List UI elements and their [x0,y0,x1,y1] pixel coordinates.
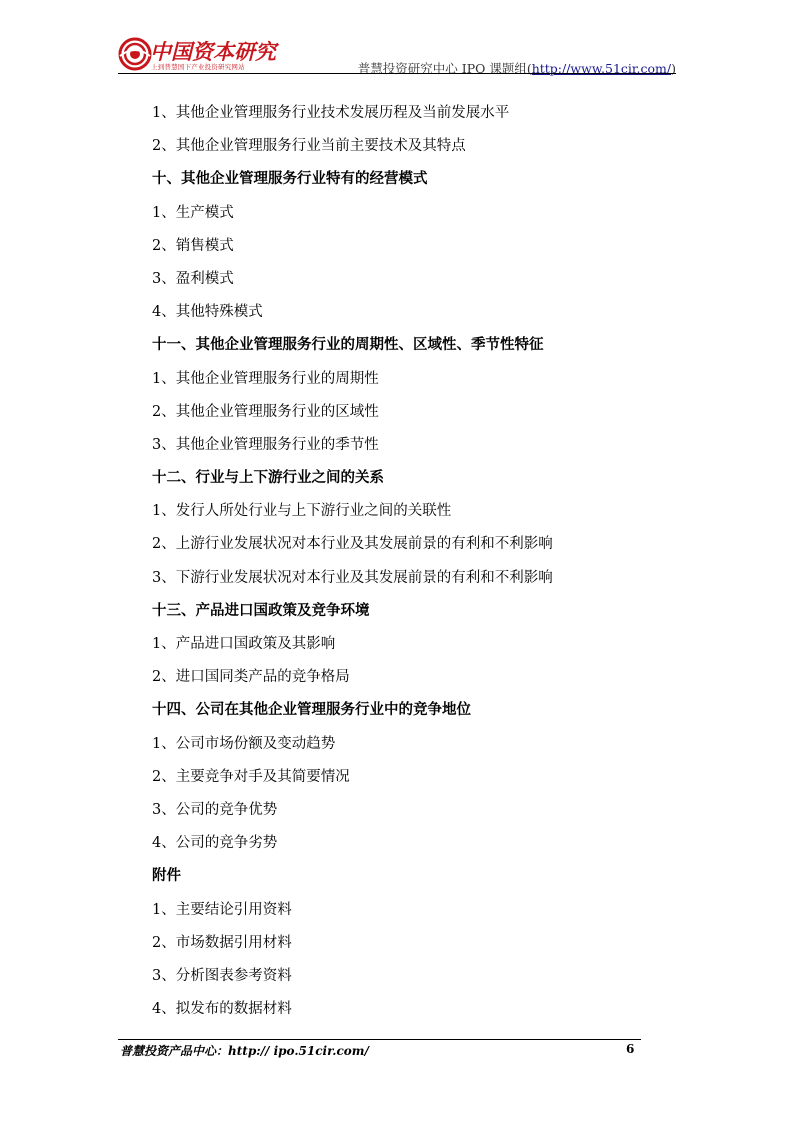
list-item: 2、其他企业管理服务行业当前主要技术及其特点 [152,138,466,155]
list-item: 4、其他特殊模式 [152,304,263,321]
footer-source [120,1042,369,1059]
logo [118,36,288,76]
logo-subtitle: 上到普慧国下产业投资研究网站 [151,63,245,71]
header-source-close: ) [671,61,676,76]
list-item: 3、其他企业管理服务行业的季节性 [152,436,379,453]
section-heading: 十、其他企业管理服务行业特有的经营模式 [152,171,428,188]
section-heading: 十四、公司在其他企业管理服务行业中的竞争地位 [152,702,471,719]
list-item: 3、分析图表参考资料 [152,967,292,984]
list-item: 3、盈利模式 [152,270,234,287]
section-heading: 附件 [152,868,181,885]
footer-divider [118,1039,641,1040]
header-divider [118,73,676,74]
logo-title: 中国资本研究 [150,39,276,64]
list-item: 1、其他企业管理服务行业的周期性 [152,370,379,387]
list-item: 4、拟发布的数据材料 [152,1001,292,1018]
footer-url[interactable]: http:// ipo.51cir.com/ [228,1044,369,1058]
list-item: 1、其他企业管理服务行业技术发展历程及当前发展水平 [152,105,510,121]
logo-swirl-icon [118,36,152,72]
header-source [358,59,676,77]
list-item: 2、市场数据引用材料 [152,934,292,951]
header-source-label: 普慧投资研究中心 IPO 课题组( [357,61,532,76]
list-item: 2、其他企业管理服务行业的区域性 [152,403,379,420]
list-item: 2、上游行业发展状况对本行业及其发展前景的有利和不利影响 [152,536,553,553]
list-item: 3、公司的竞争优势 [152,801,278,818]
list-item: 1、发行人所处行业与上下游行业之间的关联性 [152,503,452,520]
list-item: 3、下游行业发展状况对本行业及其发展前景的有利和不利影响 [152,569,553,586]
page-number: 6 [626,1042,635,1056]
outline-list [152,97,672,1026]
list-item: 1、公司市场份额及变动趋势 [152,735,336,752]
section-heading: 十三、产品进口国政策及竞争环境 [152,602,370,619]
list-item: 2、主要竞争对手及其简要情况 [152,768,350,785]
list-item: 4、公司的竞争劣势 [152,835,278,852]
list-item: 2、进口国同类产品的竞争格局 [152,669,350,686]
list-item: 1、主要结论引用资料 [152,901,292,918]
section-heading: 十一、其他企业管理服务行业的周期性、区域性、季节性特征 [152,337,544,354]
footer-label: 普慧投资产品中心： [120,1044,229,1058]
list-item: 1、产品进口国政策及其影响 [152,636,336,652]
section-heading: 十二、行业与上下游行业之间的关系 [152,470,384,487]
list-item: 1、生产模式 [152,204,234,221]
page-header [118,30,676,74]
list-item: 2、销售模式 [152,237,234,254]
header-source-link[interactable]: http://www.51cir.com/ [531,61,672,76]
